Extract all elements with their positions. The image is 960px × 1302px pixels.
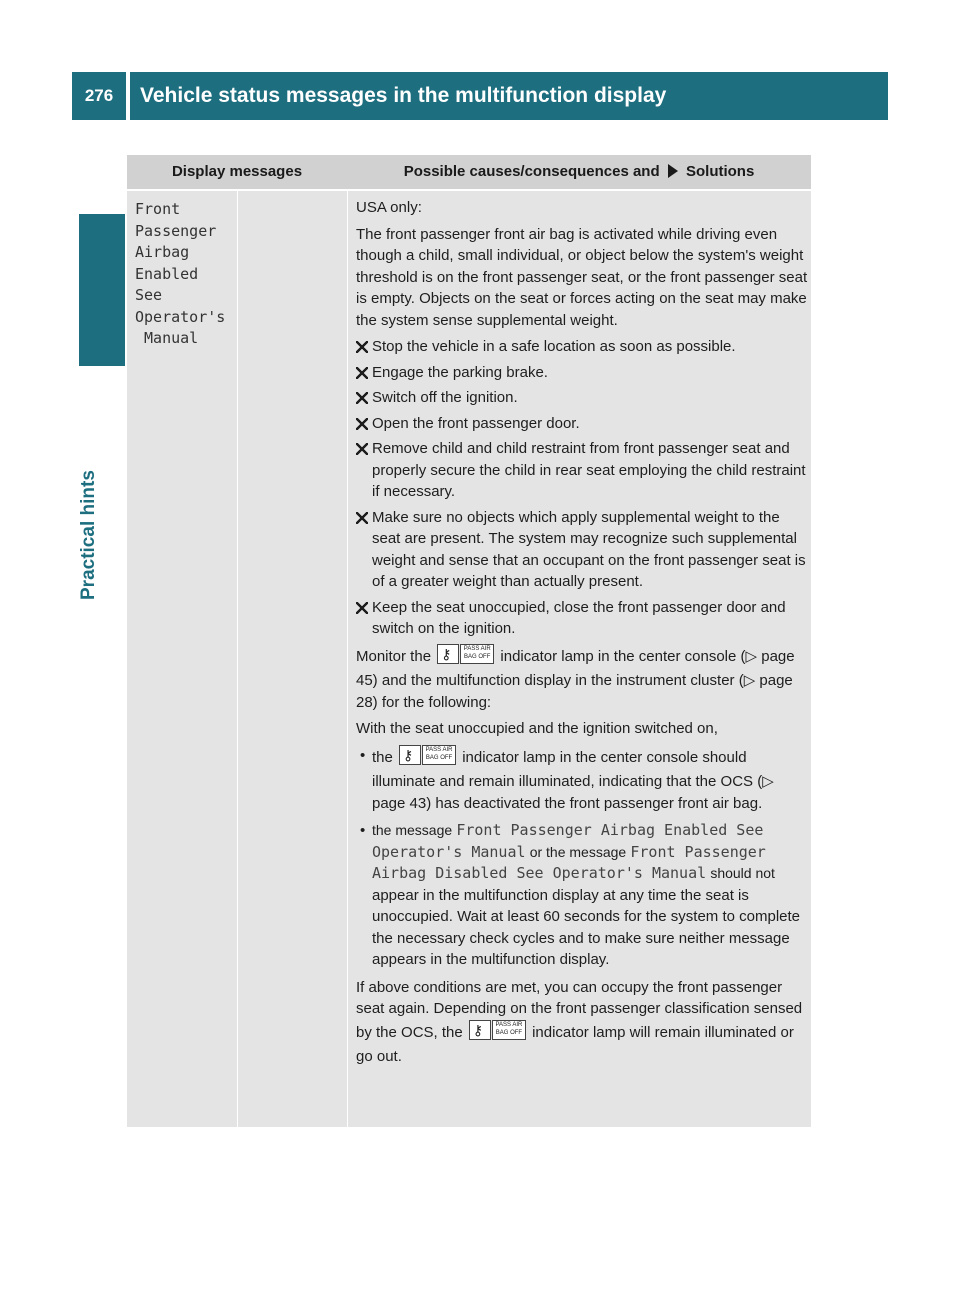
col-header-display-messages: Display messages	[127, 155, 347, 189]
blank-cell	[238, 191, 347, 1127]
step-item: Stop the vehicle in a safe location as soon as possible.	[356, 336, 808, 358]
page-title: Vehicle status messages in the multifunction display	[130, 72, 888, 120]
monitor-text-a: Monitor the	[356, 647, 432, 665]
step-item: Open the front passenger door.	[356, 413, 808, 435]
final-text-a: If above conditions are met, you can occupy the front passenger seat again. Depending on the front passenger classification sensed by the OCS, the	[356, 978, 803, 1041]
display-message	[135, 199, 225, 350]
monitor-text-b: indicator lamp in the center console (▷ page 45) and the multifunction display in the instrument cluster (▷ page 28) for the following:	[356, 647, 795, 711]
passenger-airbag-off-icon	[469, 1020, 526, 1047]
passenger-airbag-off-icon	[399, 745, 456, 772]
step-item: Engage the parking brake.	[356, 362, 808, 384]
message-line: Manual	[135, 329, 199, 347]
message-line: Enabled	[135, 264, 199, 283]
step-item: Keep the seat unoccupied, close the front passenger door and switch on the ignition.	[356, 597, 808, 640]
bullet2-message-1: Front Passenger Airbag Enabled See Operator's Manual	[372, 821, 764, 861]
message-line: Front	[135, 200, 181, 218]
side-tab-marker	[79, 214, 125, 366]
bullet-item	[356, 745, 808, 815]
message-line: Operator's	[135, 307, 226, 326]
side-tab-label: Practical hints	[78, 470, 99, 600]
child-seat-icon	[437, 644, 459, 664]
bullet1-b: indicator lamp in the center console should illuminate and remain illuminated, indicating that the OCS (▷ page 43) has deactivated the front passenger front air bag.	[372, 748, 774, 812]
child-seat-icon	[469, 1020, 491, 1040]
step-item: Make sure no objects which apply supplemental weight to the seat are present. The system may recognize such supplemental weight and sense that an occupant on the front passenger seat is of a greater weight than actually present.	[356, 507, 808, 593]
message-line: Airbag	[135, 243, 190, 261]
bullet-item	[356, 820, 808, 971]
pass-airbag-off-label: PASS AIR BAG OFF	[492, 1020, 526, 1040]
child-seat-icon	[399, 745, 421, 765]
bullet2-d: appear in the multifunction display at any time the seat is unoccupied. Wait at least 60 seconds for the system to complete the necessary check cycles and to make sure neither message appears in the multifunction display.	[372, 886, 800, 968]
monitor-text	[356, 644, 808, 714]
bullet2-b: or the message	[529, 843, 627, 860]
passenger-airbag-off-icon	[437, 644, 494, 671]
step-item: Remove child and child restraint from front passenger seat and properly secure the child in rear seat employing the child restraint if necessary.	[356, 438, 808, 503]
intro-text: USA only:	[356, 199, 422, 216]
condition-text: With the seat unoccupied and the ignition switched on,	[356, 720, 718, 737]
solutions-cell	[348, 191, 811, 1127]
display-message-cell	[127, 191, 237, 1127]
final-text	[356, 977, 808, 1068]
cause-text: The front passenger front air bag is activated while driving even though a child, small individual, or object below the system's weight threshold is on the front passenger seat, or the front passenger seat is empty. Objects on the seat or forces acting on the seat may make the system sense supplemental weight.	[356, 225, 808, 329]
final-text-b: indicator lamp will remain illuminated or go out.	[356, 1023, 794, 1065]
step-item: Switch off the ignition.	[356, 387, 808, 409]
pass-airbag-off-label: PASS AIR BAG OFF	[460, 644, 494, 664]
arrow-right-icon	[668, 164, 678, 178]
message-line: Passenger	[135, 221, 217, 240]
bullet2-a: the message	[372, 822, 453, 838]
pass-airbag-off-label: PASS AIR BAG OFF	[422, 745, 456, 765]
col-header-solutions: Solutions	[685, 163, 755, 180]
bullet2-message-2: Front Passenger Airbag Disabled See Operator's Manual	[372, 842, 766, 882]
bullet2-c: should not	[710, 865, 775, 881]
bullet1-a: the	[372, 748, 393, 766]
col-header-causes: Possible causes/consequences and	[403, 163, 660, 180]
col-header-causes-solutions	[347, 155, 811, 189]
message-line: See	[135, 286, 163, 304]
solutions-body	[356, 197, 808, 1073]
page-number: 276	[72, 72, 126, 120]
